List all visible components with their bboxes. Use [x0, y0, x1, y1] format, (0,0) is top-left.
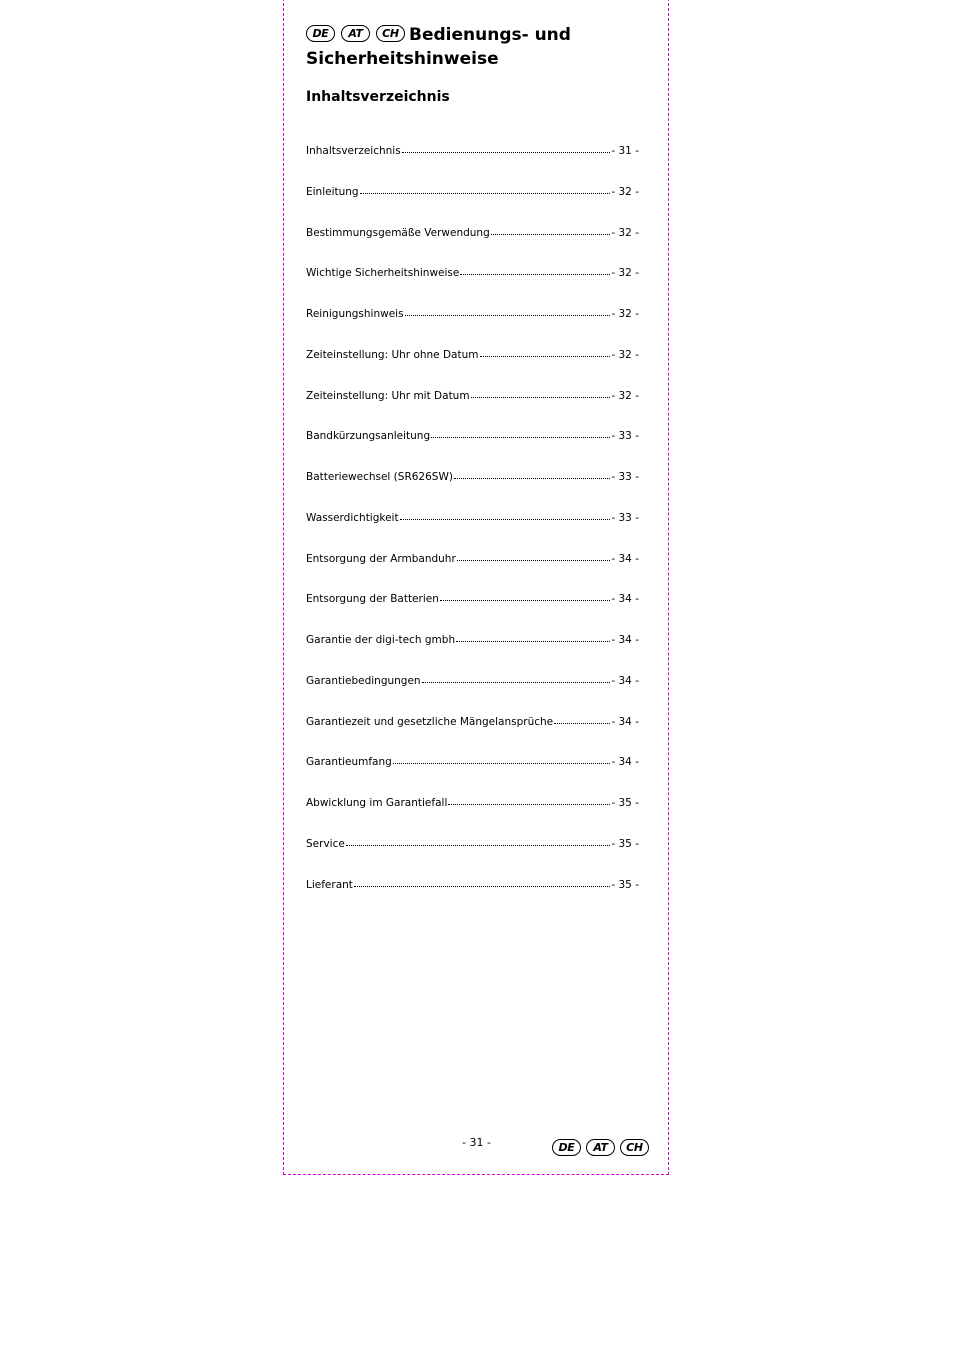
toc-entry: [306, 470, 639, 511]
toc-entry-label: Garantiebedingungen: [306, 674, 421, 687]
toc-entry-label: Lieferant: [306, 878, 353, 891]
toc-entry-label: Wichtige Sicherheitshinweise: [306, 267, 460, 280]
toc-entry-page: - 34 -: [611, 715, 639, 728]
toc-entry-page: - 35 -: [611, 797, 639, 809]
toc-entry-label: Abwicklung im Garantiefall: [306, 797, 448, 809]
toc-entry: [306, 144, 639, 185]
country-badge-de: DE: [306, 25, 335, 42]
table-of-contents: [306, 144, 639, 918]
toc-entry-label: Bestimmungsgemäße Verwendung: [306, 226, 490, 239]
toc-entry: [306, 837, 639, 878]
toc-dot-leader: [460, 265, 610, 275]
toc-entry-page: - 32 -: [611, 185, 639, 198]
toc-entry-label: Entsorgung der Armbanduhr: [306, 552, 456, 565]
toc-entry-label: Zeiteinstellung: Uhr mit Datum: [306, 389, 470, 402]
toc-entry: [306, 592, 639, 633]
toc-dot-leader: [405, 306, 611, 316]
toc-dot-leader: [402, 143, 611, 153]
country-badge-ch: CH: [620, 1139, 649, 1156]
toc-entry: [306, 185, 639, 226]
page-number: - 31 -: [462, 1136, 491, 1149]
toc-entry: [306, 715, 639, 756]
toc-entry-label: Entsorgung der Batterien: [306, 593, 439, 606]
toc-entry: [306, 307, 639, 348]
toc-dot-leader: [360, 184, 611, 194]
toc-entry-page: - 34 -: [611, 634, 639, 646]
country-badges-header: [306, 25, 405, 42]
toc-entry: [306, 266, 639, 307]
toc-entry: [306, 226, 639, 267]
toc-entry-label: Garantiezeit und gesetzliche Mängelansprüche: [306, 715, 554, 728]
toc-entry-label: Garantieumfang: [306, 756, 392, 769]
toc-dot-leader: [456, 632, 610, 642]
toc-entry-label: Inhaltsverzeichnis: [306, 145, 401, 157]
toc-entry-label: Service: [306, 837, 345, 850]
toc-entry: [306, 674, 639, 715]
toc-dot-leader: [354, 877, 610, 887]
toc-dot-leader: [422, 673, 611, 683]
country-badges-footer: [552, 1137, 649, 1156]
toc-entry-label: Batteriewechsel (SR626SW): [306, 471, 453, 483]
country-badge-de: DE: [552, 1139, 581, 1156]
toc-entry-page: - 32 -: [611, 348, 639, 361]
toc-entry: [306, 429, 639, 470]
toc-entry-page: - 34 -: [611, 552, 639, 565]
toc-entry-page: - 33 -: [611, 511, 639, 524]
title-line-2: Sicherheitshinweise: [306, 49, 499, 69]
toc-dot-leader: [457, 551, 611, 561]
toc-entry-page: - 35 -: [611, 837, 639, 850]
toc-dot-leader: [454, 469, 610, 479]
toc-dot-leader: [393, 754, 611, 764]
toc-entry-page: - 32 -: [611, 308, 639, 320]
toc-entry: [306, 552, 639, 593]
toc-entry-label: Zeiteinstellung: Uhr ohne Datum: [306, 348, 479, 361]
toc-entry-label: Reinigungshinweis: [306, 308, 404, 320]
toc-entry-page: - 32 -: [611, 389, 639, 402]
toc-entry: [306, 389, 639, 430]
toc-entry-page: - 31 -: [611, 145, 639, 157]
toc-entry-label: Bandkürzungsanleitung: [306, 430, 431, 443]
toc-entry-page: - 34 -: [611, 756, 639, 769]
page-title: [306, 23, 646, 71]
toc-entry: [306, 348, 639, 389]
toc-dot-leader: [431, 428, 610, 438]
toc-dot-leader: [440, 591, 611, 601]
toc-dot-leader: [400, 510, 611, 520]
toc-dot-leader: [480, 347, 611, 357]
country-badge-at: AT: [586, 1139, 615, 1156]
toc-dot-leader: [554, 714, 610, 724]
toc-heading: Inhaltsverzeichnis: [306, 89, 450, 105]
toc-entry-page: - 34 -: [611, 593, 639, 606]
toc-dot-leader: [491, 225, 611, 235]
toc-entry-page: - 32 -: [611, 226, 639, 239]
toc-entry-label: Einleitung: [306, 185, 359, 198]
toc-entry-label: Wasserdichtigkeit: [306, 511, 399, 524]
toc-entry: [306, 755, 639, 796]
toc-dot-leader: [471, 388, 611, 398]
toc-dot-leader: [448, 795, 610, 805]
country-badge-ch: CH: [376, 25, 405, 42]
country-badge-at: AT: [341, 25, 370, 42]
toc-entry-page: - 32 -: [611, 267, 639, 280]
toc-entry-page: - 35 -: [611, 878, 639, 891]
toc-entry-page: - 33 -: [611, 430, 639, 443]
toc-dot-leader: [346, 836, 611, 846]
toc-entry-label: Garantie der digi-tech gmbh: [306, 634, 456, 646]
toc-entry: [306, 878, 639, 919]
title-line-1: Bedienungs- und: [409, 25, 571, 45]
toc-entry: [306, 796, 639, 837]
toc-entry: [306, 511, 639, 552]
toc-entry-page: - 33 -: [611, 471, 639, 483]
toc-entry: [306, 633, 639, 674]
toc-entry-page: - 34 -: [611, 674, 639, 687]
